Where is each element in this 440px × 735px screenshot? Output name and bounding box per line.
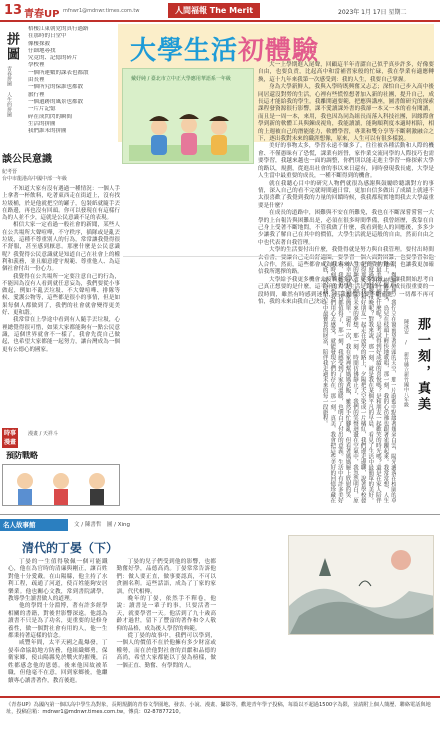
illustration-caption: 戴妤純 / 臺北市立中正大學應用華語系一年級 — [131, 76, 231, 82]
article-paragraph: 就在我聽心目中的研究人物們就很為感謝與鼓勵聆聽講對方的事情，深入自己的看不完就時間過日常，更加自信多做出了成績上就連不太很喜歡了我覺到我的力量的回饋時候，我我都現實地問我去大學最重要是什麼？ — [258, 180, 434, 209]
comic-title: 預防戰略 — [6, 451, 38, 460]
poem-line: 一片片記憶 — [28, 106, 56, 113]
puzzle-subtitle: 青春拼圖 人生的拼圖 — [6, 66, 12, 117]
story-title: 清代的丁晏（下） — [22, 541, 119, 555]
civic-school: 台中市龍港高中國中部一年級 — [2, 176, 68, 182]
article-paragraph: 身為大學新鮮人，我與入學時既興奮又忐忑；深怕自己步入高中後同居還沒對勞的生活，心裡有些慌惶想著加入新的社團，提升自己，成長這才能給我的學生。我離開過要範，把應與講座，圖書館研究的探索課程發資源很行影響，課不愛讀課外書的我卻一本又一本的看有閱讀，而且是一周一本，來用，我也因為同為組長而落入科技社團，因緣際會學到新的軟體工具與鍊成視角，我能讀讀，能夠順利度本適時相陪，相的上週被自己的潛能能力，軟體學習，專業和雙分享等不斷刺激融合之下，逐出我對未來的職涯想像，原來，人生可以有很多樣貌。 — [258, 84, 434, 143]
moment-body: 晨，微風輕拂，我佇立在窗前望著外頭的天空，那一片蔚藍中點綴著幾朵白雲，陽光灑落在校園的草地上，樹影搖曳，鳥兒在枝頭上輕快地歌唱，那一刻，我的心彷彿也跟著雀躍起來。我常常想，人生中最美的時刻是什麼呢？是考試得到好成績的喜悅嗎？是和朋友一起歡笑的時光嗎？還是在家人陪伴下度過的溫馨夜晚呢？對我來說，那一刻，就是我在某個平凡的早晨，看見了生活中最簡單的美好。記得那天，我和好朋友一起走在放學的路上，夕陽把天空染成一片橘紅，我們邊走邊聊，說著學校發生的趣事，聊著未來的夢想，那一刻，時間彷彿靜止了，我們的笑聲迴盪在空氣中，我忽然明白，原來幸福就是這麼簡單。還有一次，我在家裡幫媽媽煮飯，雖然手忙腳亂，但看著媽媽臉上欣慰的笑容，我覺得一切都值得了，那一刻，我感受到了家的溫暖，也明白了付出的意義。生活中有許多美好的時刻，只要我們用心去感受，就能發現它們的存在，那一刻，真美，我會把這些美好的回憶珍藏在心底，成為我人生中最寶貴的財富，陪伴我走過未來的每一段旅程。 — [321, 261, 396, 503]
article-paragraph: 美好的事物太多，學習永遠不嫌多了，往往被各種活動和人際的機會、不僅愚昧有了恐慌，課業有經營，家作業交流同學的人際技巧也需要學習，我越來越也一面的調整，你們別以能走進主學習一條探索大學的路以，規劃，從進出社會的事以來日還有，同時發現我長處，大學是人生當中最重要的成長，一種不斷得到的機會。 — [258, 143, 434, 180]
page-number: 13 — [4, 3, 23, 18]
poem-line: 梧棲江東朝党的真行過路 — [28, 26, 89, 32]
civic-title: 談公民意識 — [2, 154, 52, 165]
moment-article — [123, 256, 436, 510]
story-paragraph: 丁晏的一生值得敬佩一個可能鐵心，他在為官時的清廉與剛正，讓百姓對他十分愛戴。在山陽縣，他主持了水利工程，疏通了河道，使百姓能夠安居樂業。他也關心文教，常到書院講學，教導學生讀書做人的道理。 — [8, 559, 108, 603]
civic-paragraph: 相信大家一定看過一般社會的新聞，某些人在公共場所大聲喧嘩，不守秩序，插隊或是亂丟垃圾，這種不尊重別人的行為，常常讓我覺得很不舒服，甚至感到厭惡。那麼什麼是公民意識呢？我覺得公民意識就是知道自己在社會上的權利和義務，並且願意遵守規範、尊重他人、為這個社會付出一份心力。 — [2, 222, 120, 273]
newspaper-logo: 人間福報 The Merit — [168, 3, 260, 18]
poem-line: 由長裡 — [28, 77, 45, 84]
poem-line: 旅行裡 — [28, 91, 45, 98]
moment-author: 陳泳安 / 新竹縣立新竹國中八年級 — [403, 319, 409, 407]
poem-line: 像棲探殺 — [28, 40, 51, 47]
story-paragraph: 他的學問十分淵博，著有許多經學相關的書籍，對後世影響深遠。他認為讀書不只是為了功名，更重要的是修身養性，做一個對社會有用的人，他一生都秉持著這樣的信念。 — [8, 603, 108, 640]
submission-notice — [0, 696, 440, 732]
poem-line: 一個所究的保誰也都散 — [28, 84, 84, 91]
article-paragraph: 在成長的道路中，困難與不安在所難免，我也在不斷深嘗嘗嘗一大學的上台報告與困難出是，必須在很多時間準備，我曾經歷，我靠在自己身上受著不斷地問，不管我做了什麼，我看到他人的回應後，多多少少讓我了解自己在其中的價值，大學生活就是這般的自由，然而自由之中也代表著自我管理。 — [258, 210, 434, 246]
submission-notice-text: 《青春UP》為國內第一個以高中學生為對象，長期規劃的青春文學園地，發表、小說、漫畫、攝影等，歡迎青年學子投稿，每篇以不超過1500字為限，並請附上個人簡歷、聯絡電話與地址，投稿信箱：mdnwr1@mdnwr.times.com.tw，傳真：02-87877210。 — [6, 702, 431, 715]
poem-line: 學校裡 — [28, 62, 45, 69]
poem-line: 我們誰未的拼圖 — [28, 128, 67, 135]
celebrity-story — [0, 514, 440, 692]
story-paragraph: 咸豐年間，太平天國之亂爆發，丁晏奉命協助地方防務，他組織鄉勇，保衛家鄉，使山陽縣免於戰火的摧殘，百姓都感念他的恩德。後來他因故被革職，但他毫不在意，回到家鄉後，他繼續專心讀書著作，教育後進。 — [8, 640, 108, 684]
civic-paragraph: 不知道大家有沒有遇過一種情況：一個人手上拿著一杯飲料，吃著東西走在街道上，沒有找垃圾桶，於是他就把空的罐子，包裝紙就隨手丟在路邊，再也沒有回頭。你可以發現在有這樣行為的人並不少，這就是公民意識不足的表現。 — [2, 186, 120, 222]
puzzle-poem — [2, 26, 112, 144]
feature-title-main: 大學生活 — [130, 36, 239, 66]
poem-line: 一個所運數的課表也都散 — [28, 69, 89, 76]
civic-author: 紀考晉 — [2, 169, 18, 175]
puzzle-title: 拼圖 — [4, 32, 19, 62]
comic-figures-icon — [3, 465, 120, 506]
article-paragraph: 大一上學期進入尾聲，回顧這半年青澀自己似乎真步許多，好像要自由，也要負責，比起高中和當補習家般的忙碌，我在學業有適應轉換，這十九年來我第一次感受到：我的人生，我要自己掌握。 — [258, 62, 434, 83]
story-body — [8, 559, 433, 693]
students-illustration-icon — [129, 105, 249, 161]
story-byline: 文 / 陳書哲 圖 / Xing — [74, 522, 130, 528]
poem-line: 在那時的日堂中 — [28, 33, 67, 40]
civic-body — [2, 186, 120, 354]
poem-line: 生活的拼圖 — [28, 120, 56, 127]
story-section-tag: 名人故事館 — [0, 519, 68, 531]
section-email: mfnwr1@mdnwr.times.com.tw — [63, 8, 140, 14]
comic-badge: 時事漫畫 — [3, 430, 16, 446]
poem-line: 究竟的、記憶的碎片 — [28, 55, 78, 62]
story-paragraph: 晚年的丁晏，依然手不釋卷，他說：讀書是一輩子的事，只要活著一天，就要學習一天。他活到了九十歲高齡才過世，留下了豐富的著作和令人敬仰的品格，成為後人學習的典範。 — [116, 596, 216, 632]
civic-paragraph: 我覺得在公共場所一定要注意自己的行為，不能因為沒有人看到就任意妄為，我們要從小事做起，例如不亂丟垃圾、不大聲喧嘩、排隊等候、愛護公物等，這些都是很小的事情，但是如果每個人都做到了，我們的社會就會變得更美好、更和諧。 — [2, 273, 120, 317]
poem-line: 一個遺跡的風景也都散 — [28, 98, 84, 105]
feature-illustration — [122, 68, 254, 164]
feature-title-accent: 初體驗 — [238, 36, 320, 66]
moment-title: 那一刻，真美 — [415, 317, 430, 413]
comic-panel-1 — [2, 464, 120, 506]
civic-article — [2, 150, 120, 354]
masthead — [0, 0, 440, 22]
issue-date: 2023年 1月 17日 星期二 — [338, 9, 407, 16]
poem-line: 仔細地尋找 — [28, 47, 56, 54]
puzzle-lines — [28, 26, 112, 135]
poem-line: 碎在成閃閃的瞬間 — [28, 113, 73, 120]
article-paragraph: 大學給予我更多機會去接觸更多人，更多領域，也讓我開始思考自己真正想要的是什麼，這半年的大學生活是對於一個人成長很重要的一段時間，雖然有時感到迷惘，但我相信只要不斷前進，一切都不再可怕，我的未來由我自己決定。 — [258, 276, 434, 305]
story-paragraph: 從丁晏的故事中，我們可以學到，一個人的價值不在於他擁有多少財富或權勢，而在於他對社會的貢獻和品德的高尚，希望大家都能以丁晏為榜樣，做一個正直、勤奮、有學問的人。 — [116, 633, 216, 669]
article-paragraph: 大學的生活要付出什麼，我覺得就是努力與自我管理。要付出時間去看書，要讓自己走出舒適圈，要學習一個人面對困難，也要學習和他人合作，然而，這些都會成為我未來人生中寶貴的資產，也讓我更加確信我所選擇的路。 — [258, 247, 434, 276]
section-title: 青春UP — [24, 9, 60, 20]
civic-paragraph: 我常常在上學途中看到有人隨手丟垃圾，心裡總覺得很可惜，如果大家都能夠有一點公民意識，這個世界就會不一樣了，我會先從自己做起，也希望大家都能一起努力，讓台灣成為一個更有公德心的國家。 — [2, 317, 120, 353]
comic-credit: 漫畫 / 天祥斗 — [28, 431, 58, 437]
story-paragraph: 丁晏的兒子們受到他的影響，也都勤奮好學，品德高尚。丁晏常常告訴他們：做人要正直，做事要認真，不可以貪圖名利。這些話語，成為了丁家的家訓，代代相傳。 — [116, 559, 216, 595]
